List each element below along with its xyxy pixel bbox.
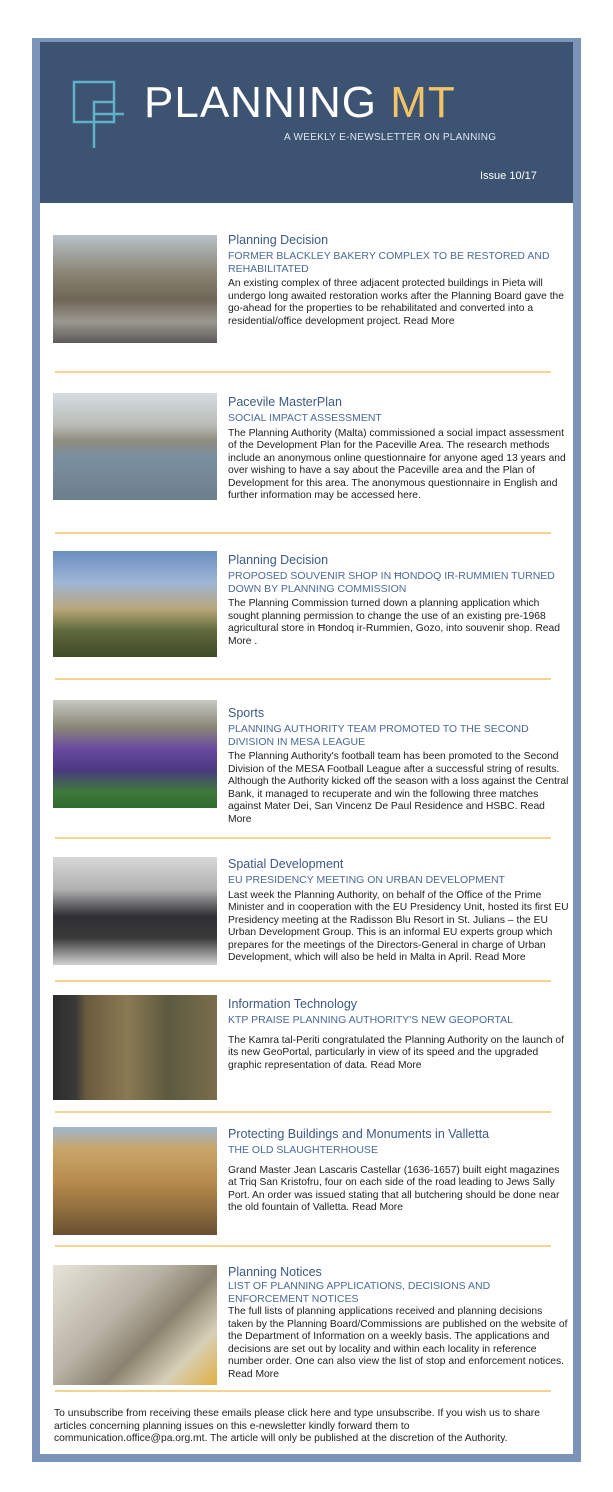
- article-image[interactable]: [53, 857, 217, 965]
- article-headline[interactable]: EU PRESIDENCY MEETING ON URBAN DEVELOPMENT: [228, 874, 505, 886]
- newsletter-header: [40, 42, 573, 203]
- article-category: Planning Notices: [228, 1265, 322, 1279]
- article-headline[interactable]: FORMER BLACKLEY BAKERY COMPLEX TO BE RESTORED AND REHABILITATED: [228, 250, 550, 275]
- brand-main: PLANNING: [144, 78, 377, 127]
- article-body: An existing complex of three adjacent protected buildings in Pieta will undergo long awaited restoration works after the Planning Board gave the go-ahead for the properties to be rehabilitated and converted into a residential/office development project. Read More: [228, 278, 565, 327]
- article-headline[interactable]: KTP PRAISE PLANNING AUTHORITY'S NEW GEOPORTAL: [228, 1014, 513, 1026]
- planning-logo-icon: [72, 80, 132, 150]
- article-image[interactable]: [53, 235, 217, 343]
- article-category: Spatial Development: [228, 857, 344, 871]
- tagline: A WEEKLY E-NEWSLETTER ON PLANNING: [284, 132, 497, 143]
- article-headline[interactable]: PLANNING AUTHORITY TEAM PROMOTED TO THE SECOND DIVISION IN MESA LEAGUE: [228, 723, 529, 748]
- divider: [55, 1111, 551, 1113]
- divider: [55, 678, 551, 680]
- divider: [55, 1245, 551, 1247]
- article-body: Last week the Planning Authority, on behalf of the Office of the Prime Minister and in cooperation with the EU Presidency Unit, hosted its first EU Presidency meeting at the Radisson Blu Resort in St. Julians – the EU Urban Development Group. This is an informal EU experts group which prepares for the meetings of the Directors-General in charge of Urban Development, which will also be held in Malta in April. Read More: [228, 889, 569, 964]
- article-headline[interactable]: LIST OF PLANNING APPLICATIONS, DECISIONS AND ENFORCEMENT NOTICES: [228, 1280, 491, 1305]
- article-image[interactable]: [53, 700, 217, 808]
- article-headline[interactable]: PROPOSED SOUVENIR SHOP IN ĦONDOQ IR-RUMMIEN TURNED DOWN BY PLANNING COMMISSION: [228, 570, 555, 595]
- article-category: Planning Decision: [228, 553, 329, 567]
- article-body: The Kamra tal-Periti congratulated the Planning Authority on the launch of its new GeoPortal, particularly in view of its speed and the upgraded graphic representation of data. Read More: [228, 1034, 564, 1071]
- article-body: The Planning Commission turned down a planning application which sought planning permission to change the use of an existing pre-1968 agricultural store in Ħondoq ir-Rummien, Gozo, into souvenir shop. Read More .: [228, 598, 560, 647]
- divider: [55, 837, 551, 839]
- article-category: Information Technology: [228, 997, 358, 1011]
- divider: [55, 980, 551, 982]
- article-headline[interactable]: THE OLD SLAUGHTERHOUSE: [228, 1144, 378, 1156]
- brand-title: [144, 78, 456, 128]
- article-image[interactable]: [53, 995, 217, 1100]
- divider: [55, 1390, 551, 1392]
- article-body: Grand Master Jean Lascaris Castellar (1636-1657) built eight magazines at Triq San Kristofru, four on each side of the road leading to Jews Sally Port. An order was issued stating that all butchering should be done near the old fountain of Valletta. Read More: [228, 1164, 560, 1214]
- article-category: Protecting Buildings and Monuments in Valletta: [228, 1127, 490, 1141]
- article-image[interactable]: [53, 393, 217, 500]
- article-body: The Planning Authority (Malta) commissioned a social impact assessment of the Development Plan for the Paceville Area. The research methods include an anonymous online questionnaire for anyone aged 13 years and over wishing to have a say about the Paceville area and the Plan of Development for this area. The anonymous questionnaire in English and further information may be accessed here.: [228, 427, 566, 502]
- article-category: Sports: [228, 706, 265, 720]
- article-body: The Planning Authority's football team has been promoted to the Second Division of the MESA Football League after a successful string of results. Although the Authority kicked off the season with a loss against the Central Bank, it managed to recuperate and win the following three matches against Mater Dei, San Vincenz De Paul Residence and HSBC. Read More: [228, 751, 569, 825]
- divider: [55, 371, 551, 373]
- article-image[interactable]: [53, 551, 217, 657]
- article-category: Pacevile MasterPlan: [228, 395, 342, 409]
- article-image[interactable]: [53, 1127, 217, 1235]
- divider: [55, 532, 551, 534]
- issue-number: Issue 10/17: [480, 170, 537, 182]
- article-image[interactable]: [53, 1265, 217, 1385]
- article-headline[interactable]: SOCIAL IMPACT ASSESSMENT: [228, 412, 382, 424]
- footer-text: To unsubscribe from receiving these emails please click here and type unsubscribe. If you wish us to share articles concerning planning issues on this e-newsletter kindly forward them to communication.office@pa.org.mt. The article will only be published at the discretion of the Authority.: [54, 1408, 540, 1445]
- article-category: Planning Decision: [228, 233, 329, 247]
- article-body: The full lists of planning applications received and planning decisions taken by the Planning Board/Commissions are published on the website of the Department of Information on a weekly basis. The applications and decisions are set out by locality and within each locality in reference number order. One can also view the list of stop and enforcement notices. Read More: [228, 1306, 568, 1380]
- brand-accent: MT: [390, 78, 456, 127]
- newsletter-content: [40, 203, 573, 1454]
